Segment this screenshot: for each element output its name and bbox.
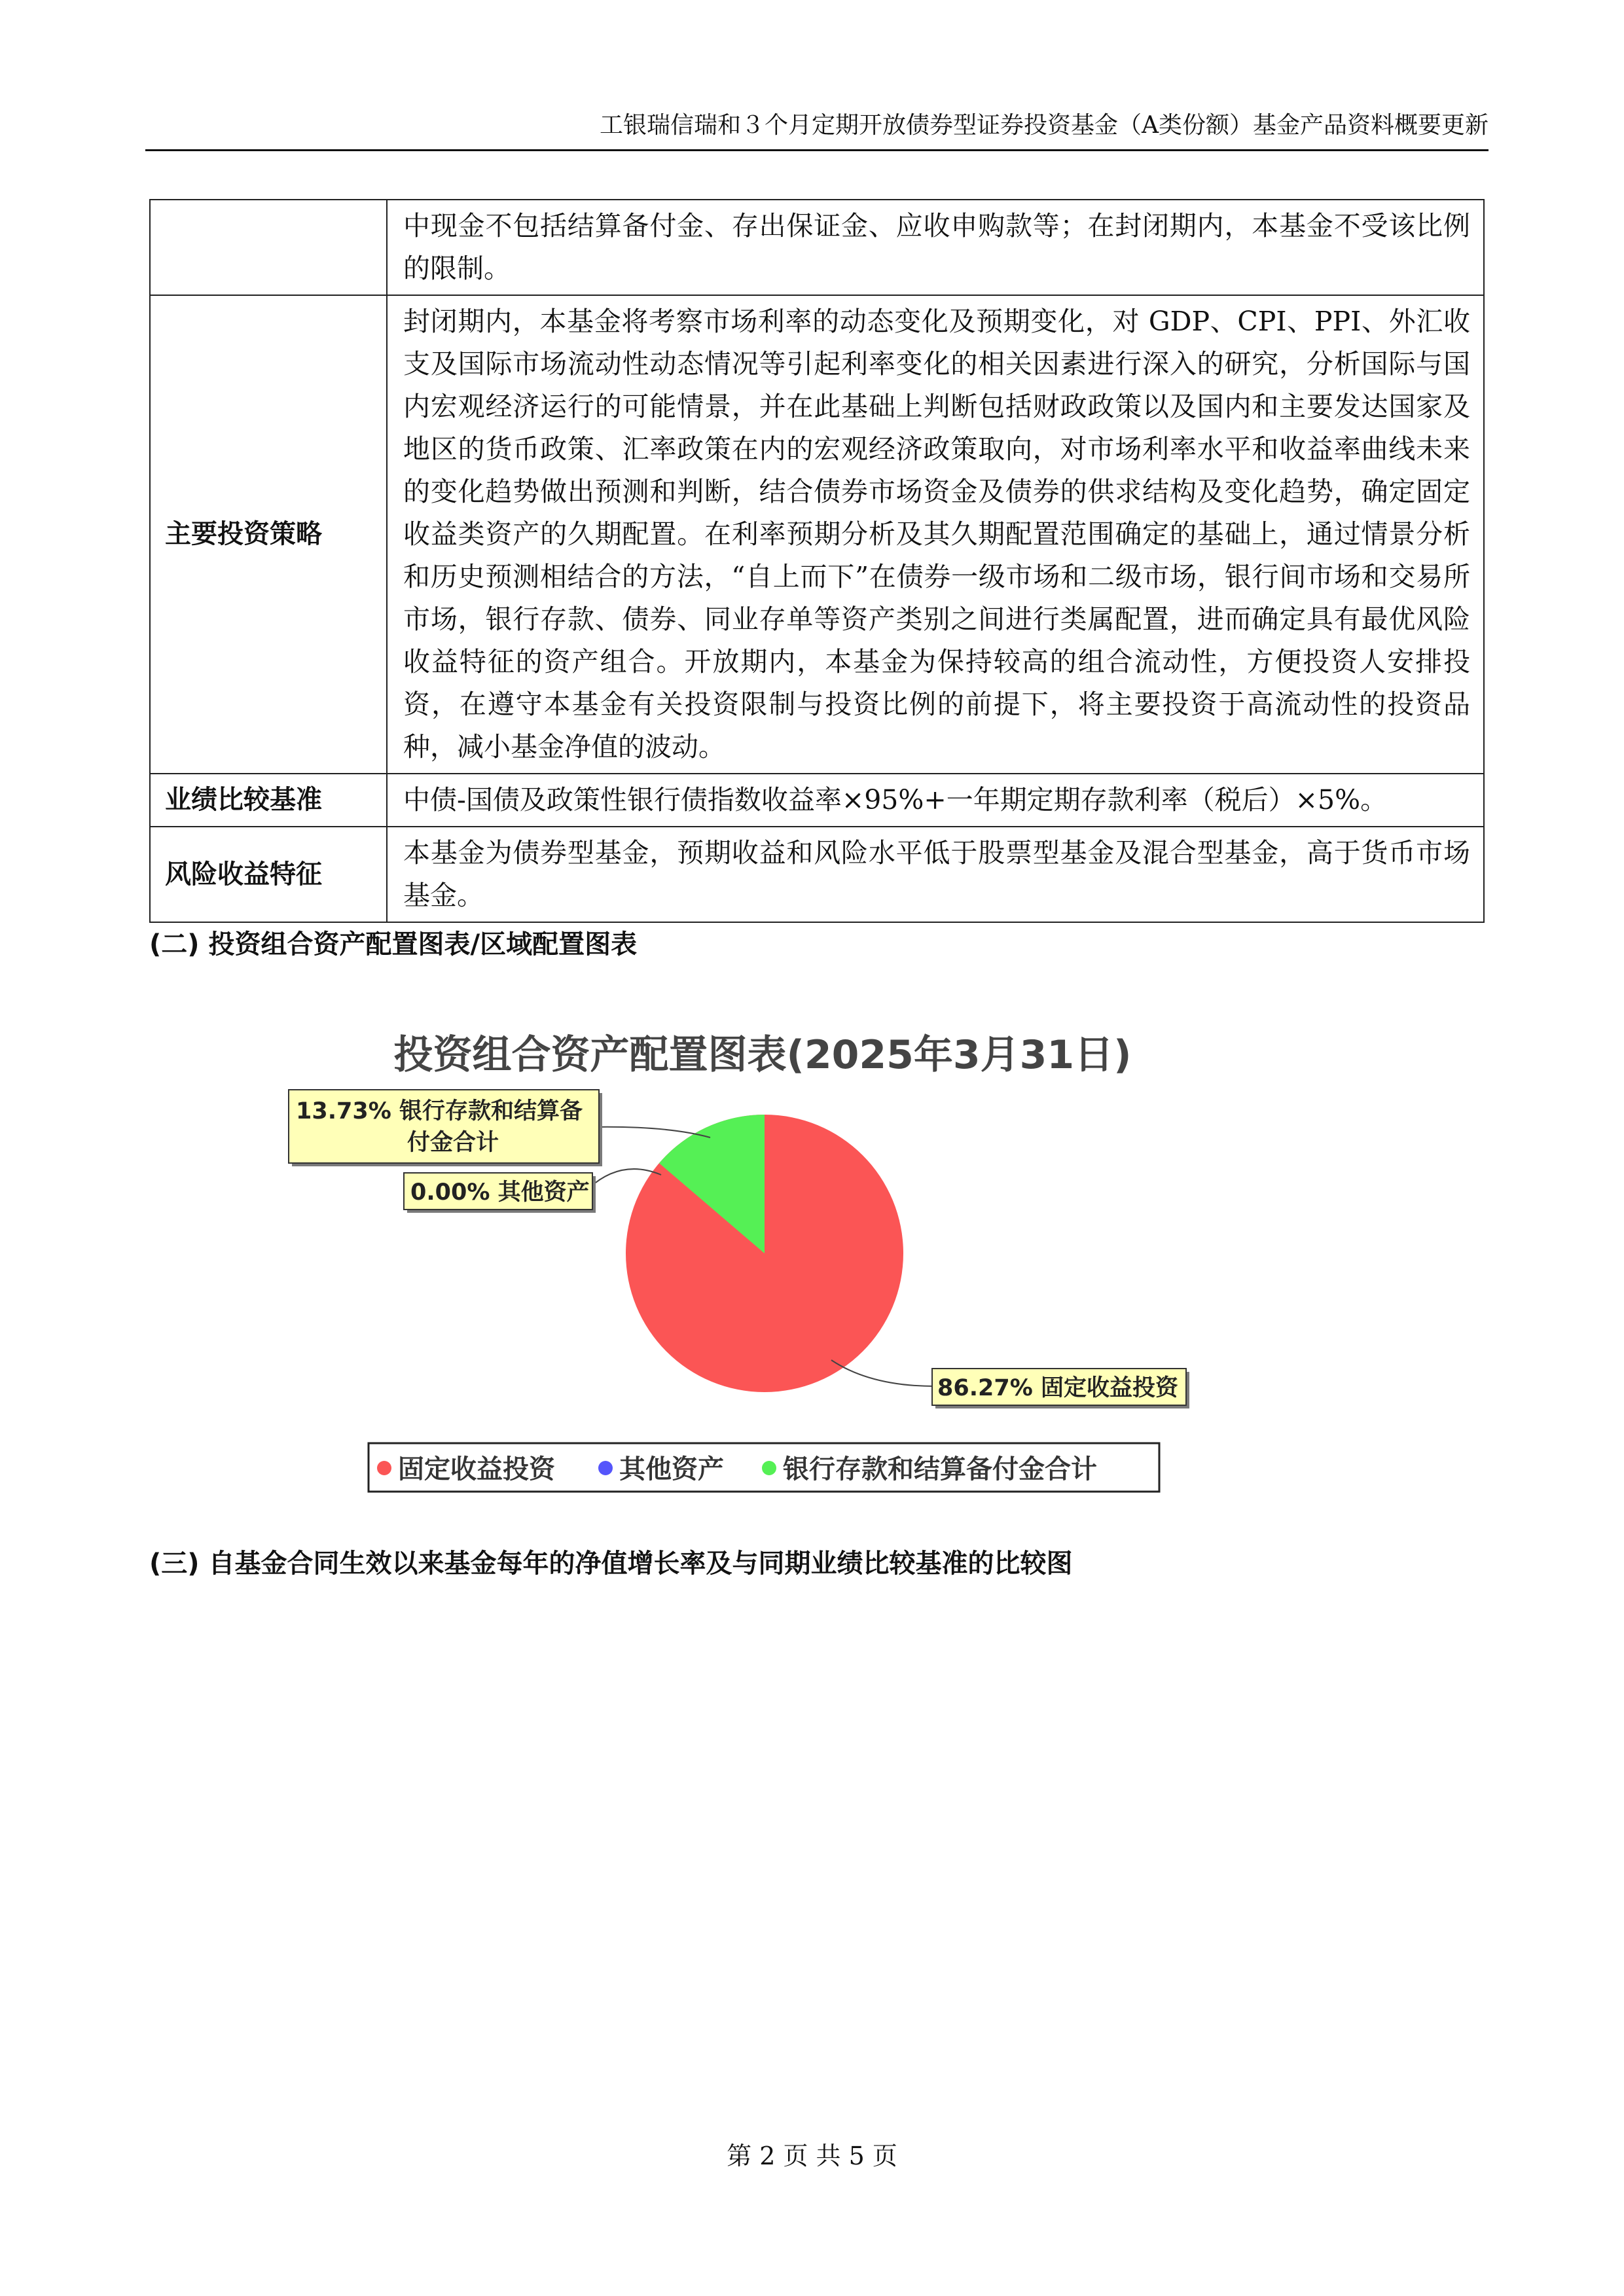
row-label: 风险收益特征 (150, 827, 387, 922)
section-3-title: (三) 自基金合同生效以来基金每年的净值增长率及与同期业绩比较基准的比较图 (149, 1549, 1073, 1579)
legend-marker-other (598, 1461, 613, 1475)
legend-label-other: 其他资产 (619, 1454, 724, 1484)
legend-label-bank: 银行存款和结算备付金合计 (783, 1454, 1097, 1484)
row-label: 业绩比较基准 (150, 774, 387, 827)
chart-legend (369, 1443, 1159, 1492)
row-content: 中债-国债及政策性银行债指数收益率×95%+一年期定期存款利率（税后）×5%。 (387, 774, 1484, 827)
callout-fixed-income (932, 1369, 1189, 1408)
row-content: 封闭期内，本基金将考察市场利率的动态变化及预期变化，对 GDP、CPI、PPI、外汇收支及国际市场流动性动态情况等引起利率变化的相关因素进行深入的研究，分析国际与国内宏观经济运行的可能情景，并在此基础上判断包括财政政策以及国内和主要发达国家及地区的货币政策、汇率政策在内的宏观经济政策取向，对市场利率水平和收益率曲线未来的变化趋势做出预测和判断，结合债券市场资金及债券的供求结构及变化趋势，确定固定收益类资产的久期配置。在利率预期分析及其久期配置范围确定的基础上，通过情景分析和历史预测相结合的方法，“自上而下”在债券一级市场和二级市场，银行间市场和交易所市场，银行存款、债券、同业存单等资产类别之间进行类属配置，进而确定具有最优风险收益特征的资产组合。开放期内，本基金为保持较高的组合流动性，方便投资人安排投资，在遵守本基金有关投资限制与投资比例的前提下，将主要投资于高流动性的投资品种，减小基金净值的波动。 (387, 295, 1484, 774)
section-2-title: (二) 投资组合资产配置图表/区域配置图表 (149, 929, 638, 960)
callout-bank-deposits (289, 1090, 602, 1166)
row-label: 主要投资策略 (150, 295, 387, 774)
row-content: 中现金不包括结算备付金、存出保证金、应收申购款等；在封闭期内，本基金不受该比例的限制。 (387, 200, 1484, 295)
page-number: 第 2 页 共 5 页 (727, 2142, 897, 2170)
legend-marker-fixed (377, 1461, 391, 1475)
document-header: 工银瑞信瑞和３个月定期开放债券型证券投资基金（A类份额）基金产品资料概要更新 (600, 112, 1489, 139)
legend-label-fixed: 固定收益投资 (398, 1454, 555, 1484)
callout-fixed-text: 86.27% 固定收益投资 (937, 1375, 1178, 1401)
callout-bank-line1: 13.73% 银行存款和结算备 (296, 1098, 583, 1124)
chart-title: 投资组合资产配置图表(2025年3月31日) (393, 1032, 1132, 1078)
row-content: 本基金为债券型基金，预期收益和风险水平低于股票型基金及混合型基金，高于货币市场基金。 (387, 827, 1484, 922)
callout-other-assets (404, 1173, 596, 1213)
callout-other-text: 0.00% 其他资产 (410, 1179, 590, 1206)
legend-marker-bank (762, 1461, 776, 1475)
callout-bank-line2: 付金合计 (406, 1130, 499, 1156)
